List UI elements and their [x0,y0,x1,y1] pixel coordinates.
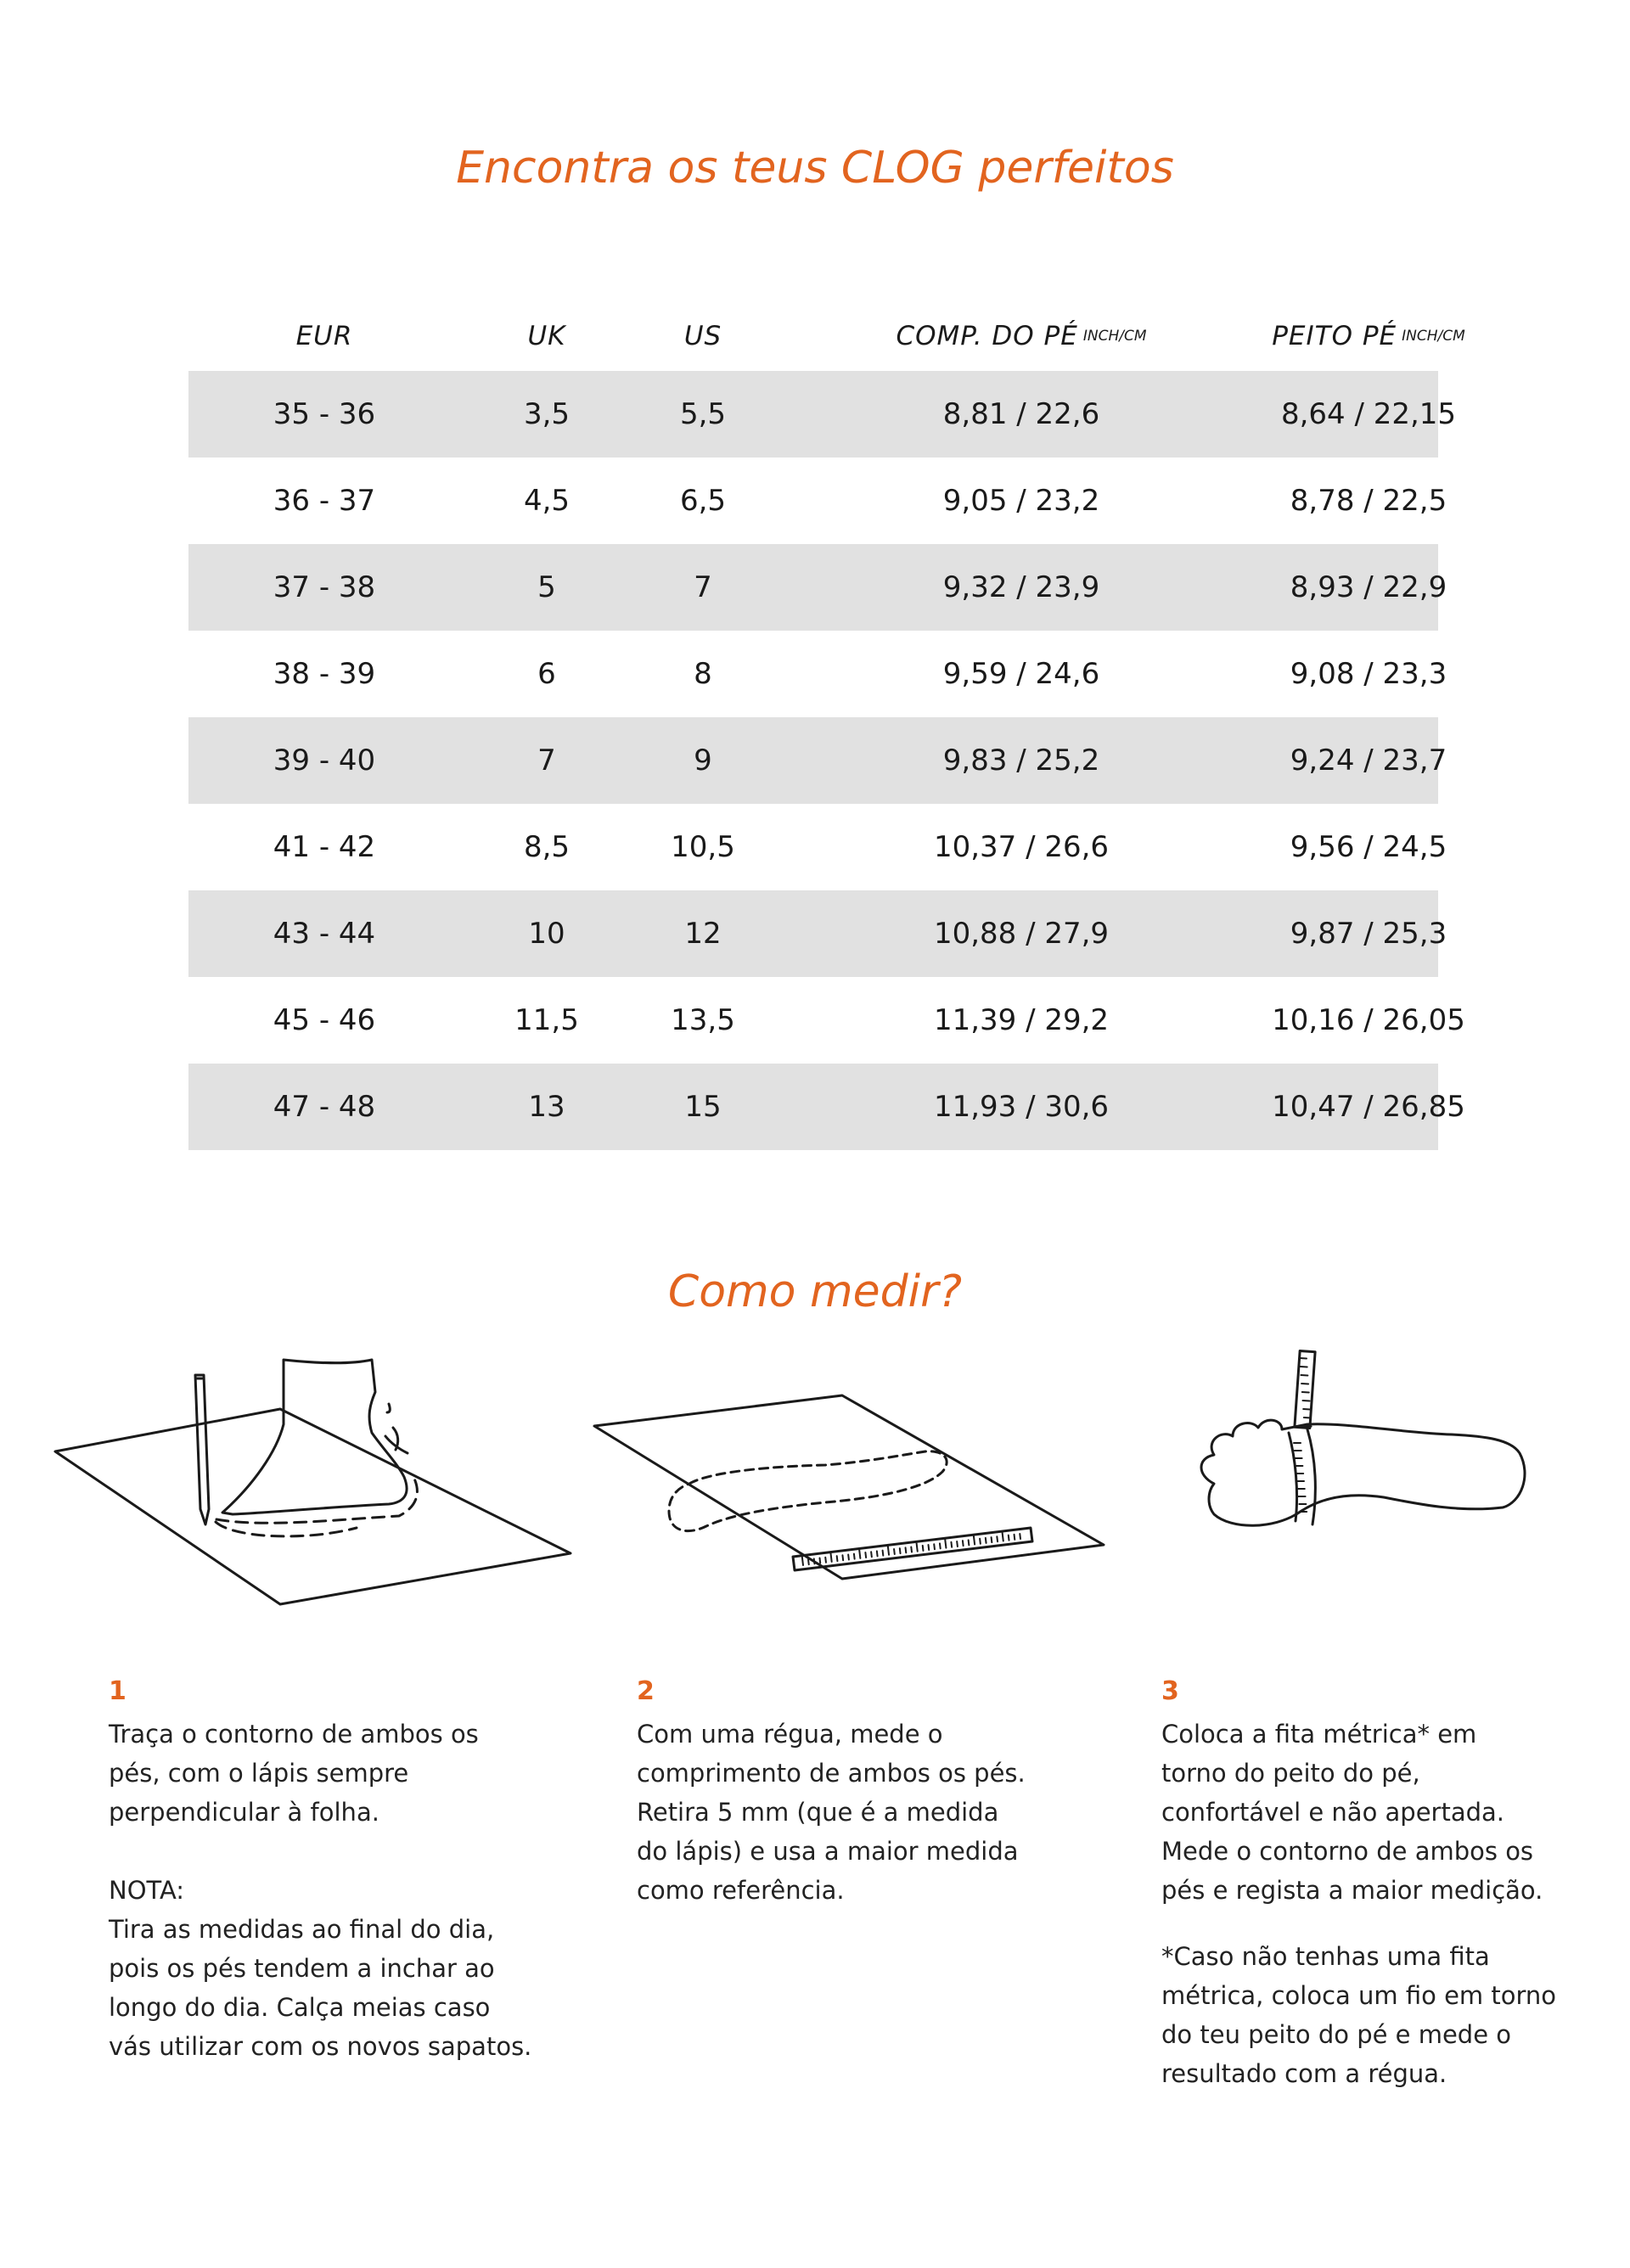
table-row [188,890,1447,977]
cell-width: 10,16 / 26,05 [1272,1003,1465,1037]
step-3 [1161,1672,1556,2093]
cell-eur: 39 - 40 [273,744,376,778]
cell-width: 9,56 / 24,5 [1290,830,1447,864]
cell-uk: 7 [537,744,556,778]
cell-us: 6,5 [679,484,727,518]
cell-length: 9,59 / 24,6 [942,657,1100,691]
size-chart-table [188,301,1465,1150]
table-row [188,544,1447,631]
cell-uk: 4,5 [523,484,570,518]
cell-eur: 45 - 46 [273,1003,376,1037]
cell-eur: 43 - 44 [273,917,376,951]
table-row [188,631,1447,717]
table-row [188,371,1457,458]
table-header [188,301,1465,371]
table-row [188,717,1447,804]
cell-uk: 8,5 [523,830,570,864]
cell-uk: 13 [528,1090,565,1124]
cell-length: 9,05 / 23,2 [942,484,1100,518]
cell-width: 9,08 / 23,3 [1290,657,1447,691]
cell-length: 8,81 / 22,6 [942,397,1100,431]
step-1-number: 1 [109,1676,126,1706]
step-3-text: Coloca a fita métrica* em torno do peito do pé, confortável e não apertada. Mede o contorno de ambos os pés e regista a maior medição. [1161,1720,1543,1905]
page-title: Encontra os teus CLOG perfeitos [456,143,1174,194]
tape-measure-illustration [1180,1348,1554,1569]
cell-length: 9,32 / 23,9 [942,570,1100,604]
ruler-measurement-illustration [587,1392,1114,1587]
header-foot-length-unit: INCH/CM [1082,328,1147,345]
header-instep-label: PEITO PÉ [1272,321,1397,351]
cell-uk: 10 [528,917,565,951]
cell-length: 10,37 / 26,6 [933,830,1110,864]
header-instep [1135,301,1602,371]
cell-eur: 35 - 36 [273,397,376,431]
step-1-text: Traça o contorno de ambos os pés, com o lápis sempre perpendicular à folha. [109,1720,479,1827]
cell-uk: 6 [537,657,556,691]
table-body [188,371,1465,1150]
table-row [188,804,1447,890]
step-2-number: 2 [637,1676,655,1706]
cell-us: 13,5 [671,1003,735,1037]
cell-eur: 41 - 42 [273,830,376,864]
step-2-text: Com uma régua, mede o comprimento de ambos os pés. Retira 5 mm (que é a medida do lápis) e usa a maior medida como referência. [637,1720,1026,1905]
table-row [188,458,1447,544]
cell-eur: 37 - 38 [273,570,376,604]
cell-length: 11,39 / 29,2 [933,1003,1110,1037]
cell-us: 9 [694,744,712,778]
cell-us: 8 [694,657,712,691]
table-row [188,977,1465,1064]
cell-us: 7 [694,570,712,604]
cell-length: 10,88 / 27,9 [933,917,1110,951]
cell-width: 8,78 / 22,5 [1290,484,1447,518]
header-foot-length-label: COMP. DO PÉ [896,321,1078,351]
cell-us: 12 [684,917,722,951]
foot-tracing-illustration [51,1350,577,1621]
step-3-number: 3 [1161,1676,1179,1706]
cell-length: 9,83 / 25,2 [942,744,1100,778]
cell-eur: 36 - 37 [273,484,376,518]
cell-uk: 5 [537,570,556,604]
step-1-note-label: NOTA: [109,1876,185,1905]
cell-uk: 3,5 [523,397,570,431]
header-eur: EUR [295,321,353,351]
cell-us: 10,5 [671,830,735,864]
cell-eur: 38 - 39 [273,657,376,691]
cell-length: 11,93 / 30,6 [933,1090,1110,1124]
step-1-note: Tira as medidas ao final do dia, pois os pés tendem a inchar ao longo do dia. Calça meias caso vás utilizar com os novos sapatos. [109,1915,532,2061]
cell-eur: 47 - 48 [273,1090,376,1124]
cell-width: 8,93 / 22,9 [1290,570,1447,604]
cell-width: 9,87 / 25,3 [1290,917,1447,951]
header-us: US [683,321,722,351]
header-uk: UK [527,321,566,351]
step-2 [637,1672,1026,1910]
cell-uk: 11,5 [514,1003,579,1037]
cell-width: 9,24 / 23,7 [1290,744,1447,778]
step-1 [109,1672,531,2066]
cell-us: 5,5 [679,397,727,431]
step-3-note: *Caso não tenhas uma fita métrica, coloca um fio em torno do teu peito do pé e mede o resultado com a régua. [1161,1942,1557,2088]
cell-width: 10,47 / 26,85 [1272,1090,1465,1124]
header-instep-unit: INCH/CM [1402,328,1465,345]
cell-us: 15 [684,1090,722,1124]
table-row [188,1064,1465,1150]
section-title-how-to-measure: Como medir? [667,1266,963,1317]
cell-width: 8,64 / 22,15 [1280,397,1457,431]
